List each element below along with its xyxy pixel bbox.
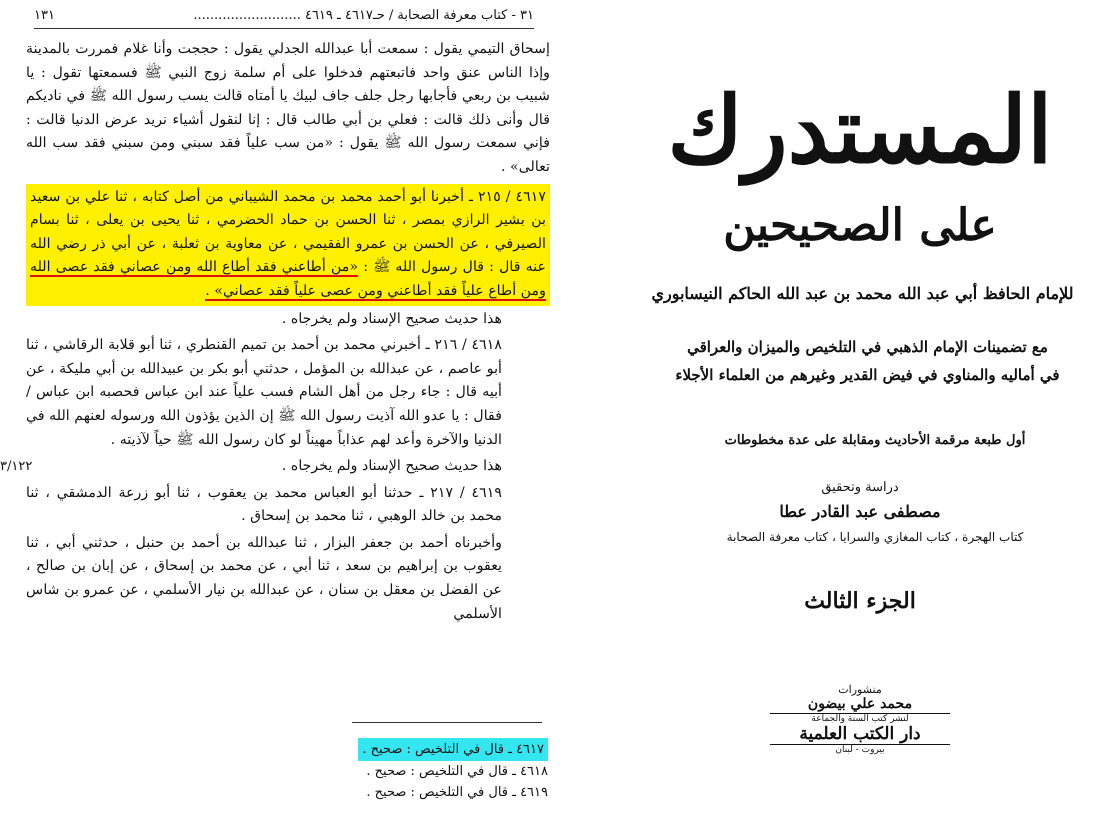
edition-note: أول طبعة مرقمة الأحاديث ومقابلة على عدة مخطوطات <box>724 433 1026 448</box>
author-line: للإمام الحافظ أبي عبد الله محمد بن عبد الله الحاكم النيسابوري <box>651 284 1074 303</box>
book-subtitle: على الصحيحين <box>723 200 997 251</box>
footnote: ٤٦١٨ ـ قال في التلخيص : صحيح . <box>366 764 548 779</box>
hadith-matn-underlined: «من أطاعني فقد أطاع الله ومن عصاني فقد عصى الله ومن أطاع علياً فقد أطاعني ومن عصى علياً فقد عصاني» . <box>30 259 546 299</box>
publisher-name: محمد علي بيضون <box>770 696 950 714</box>
footnote: ٤٦١٩ ـ قال في التلخيص : صحيح . <box>366 785 548 800</box>
study-label: دراسة وتحقيق <box>821 480 899 495</box>
footnote-divider <box>352 722 542 723</box>
book-title: المستدرك <box>667 76 1053 184</box>
footnotes <box>250 738 548 803</box>
editor-name: مصطفى عبد القادر عطا <box>779 502 941 521</box>
contents-line-2: في أماليه والمناوي في فيض القدير وغيرهم من العلماء الأجلاء <box>675 366 1060 384</box>
margin-reference: ٣/١٢٢ <box>0 459 33 474</box>
publisher-description: لنشر كتب السنة والجماعة <box>811 714 909 724</box>
highlighted-hadith <box>26 184 550 306</box>
grading-line: هذا حديث صحيح الإسناد ولم يخرجاه . <box>281 458 502 475</box>
running-header <box>34 6 534 29</box>
main-text <box>26 38 550 629</box>
paragraph: إسحاق التيمي يقول : سمعت أبا عبدالله الجدلي يقول : حججت وأنا غلام فمررت بالمدينة وإذا الناس عنق واحد فاتبعتهم فدخلوا على أم سلمة زوج النبي ﷺ فسمعتها تقول : يا شبيب بن ربعي فأجابها رجل جلف جاف لبيك يا أمتاه قالت يسب رسول الله ﷺ في ناديكم قال وأنى ذلك قالت : فعلي بن أبي طالب قال : إنا لنقول أشياء نريد عرض الدنيا قالت : فإني سمعت رسول الله ﷺ يقول : «من سب علياً فقد سبني ومن سبني فقد سب الله تعالى» . <box>26 41 550 175</box>
publishing-house: دار الكتب العلمية <box>770 724 950 745</box>
page-number: ١٣١ <box>34 8 55 23</box>
hadith-4618: ٤٦١٨ / ٢١٦ ـ أخبرني محمد بن أحمد بن تميم القنطري ، ثنا أبو قلابة الرقاشي ، ثنا أبو عاصم ، عن عبدالله بن المؤمل ، حدثني أبو بكر بن عبيدالله بن أبي مليكة ، عن أبيه قال : جاء رجل من أهل الشام فسب علياً عند ابن عباس فحصبه ابن عباس / فقال : يا عدو الله آذيت رسول الله ﷺ إن الذين يؤذون الله ورسوله لعنهم الله في الدنيا والآخرة وأعد لهم عذاباً مهيناً لو كان رسول الله ﷺ حياً لآذيته . <box>26 337 502 448</box>
books-list: كتاب الهجرة ، كتاب المغازي والسرايا ، كتاب معرفة الصحابة <box>726 530 1024 544</box>
title-page <box>640 0 1095 814</box>
contents-line-1: مع تضمينات الإمام الذهبي في التلخيص والميزان والعراقي <box>687 338 1048 356</box>
publisher-block <box>770 683 950 755</box>
grading-line: هذا حديث صحيح الإسناد ولم يخرجاه . <box>281 310 502 327</box>
running-title: ٣١ - كتاب معرفة الصحابة / حـ٤٦١٧ ـ ٤٦١٩ .......................... <box>193 8 534 23</box>
hadith-4619: ٤٦١٩ / ٢١٧ ـ حدثنا أبو العباس محمد بن يعقوب ، ثنا أبو زرعة الدمشقي ، ثنا محمد بن خالد الوهبي ، ثنا محمد بن إسحاق . <box>26 484 502 525</box>
hadith-isnad: ٤٦١٧ / ٢١٥ ـ أخبرنا أبو أحمد محمد بن محمد الشيباني من أصل كتابه ، ثنا علي بن سعيد بن بشير الرازي بمصر ، ثنا الحسن بن حماد الحضرمي ، ثنا يحيى بن يعلى ، ثنا بسام الصيرفي ، عن الحسن بن عمرو الفقيمي ، عن معاوية بن ثعلبة ، عن أبي ذر رضي الله عنه قال : قال رسول الله ﷺ : <box>30 188 546 276</box>
publisher-city: بيروت - لبنان <box>835 745 885 755</box>
hadith-4619-chain: وأخبرناه أحمد بن جعفر البزار ، ثنا عبدالله بن أحمد بن حنبل ، حدثني أبي ، ثنا يعقوب بن إبراهيم بن سعد ، ثنا أبي ، عن محمد بن إسحاق ، عن إبان بن صالح ، عن الفضل بن معقل بن سنان ، عن عبدالله بن نيار الأسلمي ، عن عمرو بن شاس الأسلمي <box>26 534 502 622</box>
publisher-label: منشورات <box>838 683 882 696</box>
volume-label: الجزء الثالث <box>804 588 916 614</box>
footnote-highlighted: ٤٦١٧ ـ قال في التلخيص : صحيح . <box>358 738 548 761</box>
